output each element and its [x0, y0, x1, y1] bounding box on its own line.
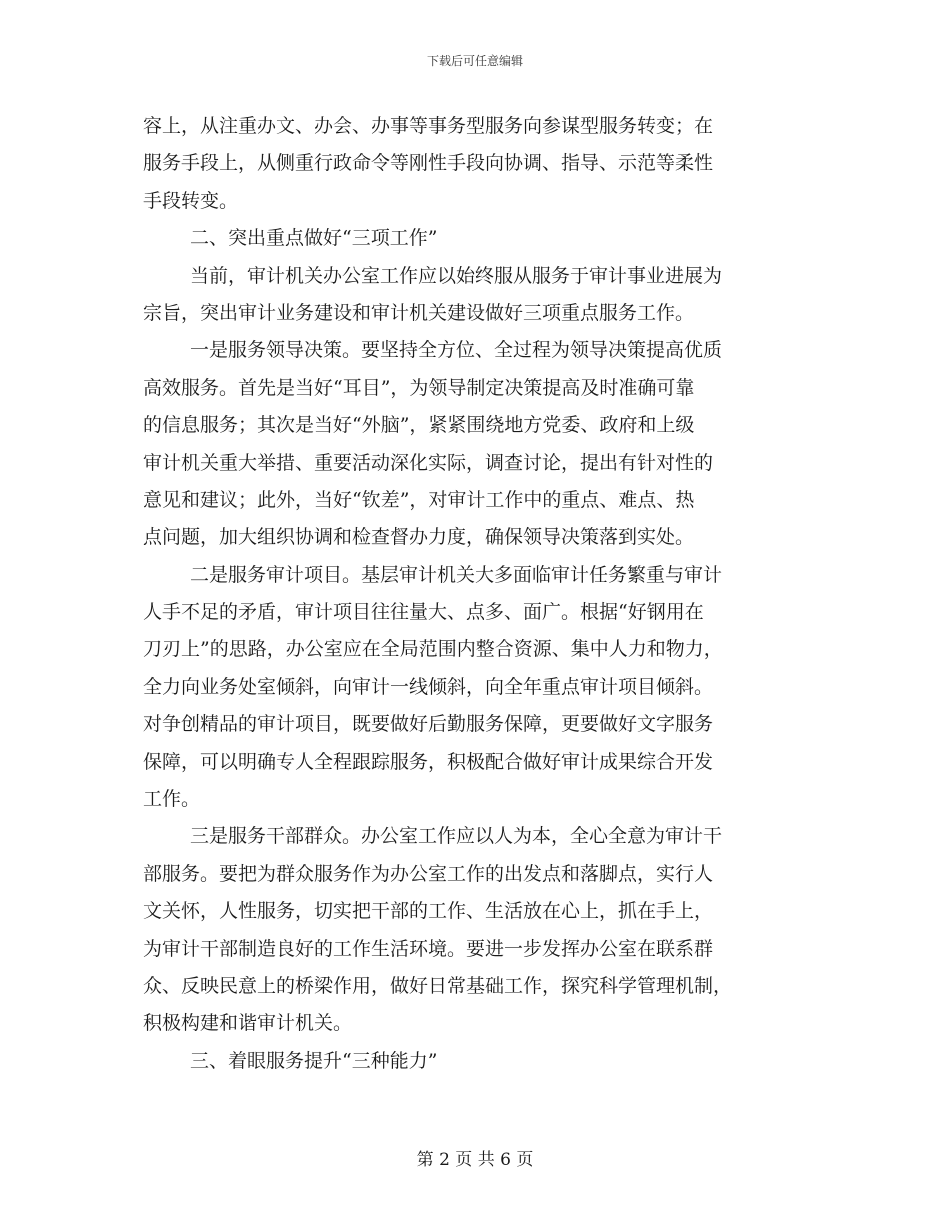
text-line: 点问题，加大组织协调和检查督办力度，确保领导决策落到实处。 [143, 526, 695, 549]
text-line: 众、反映民意上的桥梁作用，做好日常基础工作，探究科学管理机制， [143, 974, 733, 997]
text-line: 保障，可以明确专人全程跟踪服务，积极配合做好审计成果综合开发 [143, 750, 714, 773]
text-line: 刀刃上”的思路，办公室应在全局范围内整合资源、集中人力和物力， [143, 638, 723, 661]
text-line: 对争创精品的审计项目，既要做好后勤服务保障，更要做好文字服务 [143, 713, 714, 736]
text-line: 宗旨，突出审计业务建设和审计机关建设做好三项重点服务工作。 [143, 301, 695, 324]
text-line: 手段转变。 [143, 189, 239, 212]
text-line: 三是服务干部群众。办公室工作应以人为本，全心全意为审计干 [190, 825, 723, 848]
document-body [143, 108, 807, 1080]
page-header: 下载后可任意编辑 [426, 54, 523, 68]
text-line: 全力向业务处室倾斜，向审计一线倾斜，向全年重点审计项目倾斜。 [143, 675, 714, 698]
text-line: 为审计干部制造良好的工作生活环境。要进一步发挥办公室在联系群 [143, 937, 714, 960]
text-line: 二是服务审计项目。基层审计机关大多面临审计任务繁重与审计 [190, 563, 723, 586]
text-line: 一是服务领导决策。要坚持全方位、全过程为领导决策提高优质 [190, 339, 723, 362]
text-line: 审计机关重大举措、重要活动深化实际，调查讨论，提出有针对性的 [143, 451, 714, 474]
section-heading: 三、着眼服务提升“三种能力” [190, 1049, 438, 1072]
text-line: 积极构建和谐审计机关。 [143, 1012, 353, 1035]
text-line: 当前，审计机关办公室工作应以始终服从服务于审计事业进展为 [190, 264, 723, 287]
text-line: 部服务。要把为群众服务作为办公室工作的出发点和落脚点，实行人 [143, 862, 714, 885]
text-line: 高效服务。首先是当好“耳目”，为领导制定决策提高及时准确可靠 [143, 376, 695, 399]
text-line: 人手不足的矛盾，审计项目往往量大、点多、面广。根据“好钢用在 [143, 601, 704, 624]
text-line: 服务手段上，从侧重行政命令等刚性手段向协调、指导、示范等柔性 [143, 152, 714, 175]
text-line: 意见和建议；此外，当好“钦差”，对审计工作中的重点、难点、热 [143, 488, 695, 511]
text-line: 工作。 [143, 788, 201, 811]
text-line: 容上，从注重办文、办会、办事等事务型服务向参谋型服务转变；在 [143, 115, 714, 137]
page-footer: 第 2 页 共 6 页 [416, 1150, 534, 1170]
section-heading: 二、突出重点做好“三项工作” [190, 227, 438, 250]
text-line: 的信息服务；其次是当好“外脑”，紧紧围绕地方党委、政府和上级 [143, 414, 695, 437]
text-line: 文关怀，人性服务，切实把干部的工作、生活放在心上，抓在手上， [143, 900, 714, 923]
